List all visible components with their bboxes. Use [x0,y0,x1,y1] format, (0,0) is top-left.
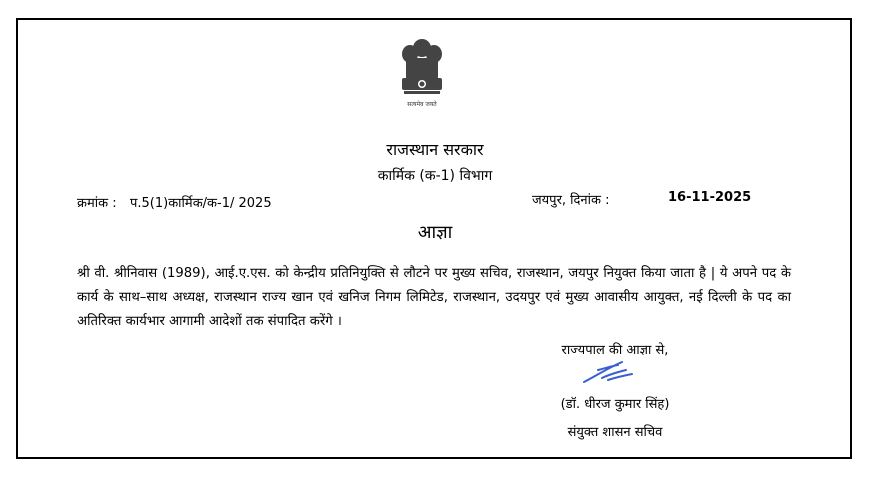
order-body: श्री वी. श्रीनिवास (1989), आई.ए.एस. को केन्द्रीय प्रतिनियुक्ति से लौटने पर मुख्य सचिव, राजस्थान, जयपुर नियुक्त किया जाता है | ये अपने पद के कार्य के साथ–साथ अध्यक्ष, राजस्थान राज्य खान एवं खनिज निगम लिमिटेड, राजस्थान, उदयपुर एवं मुख्य आवासीय आयुक्त, नई दिल्ली के पद का अतिरिक्त कार्यभार आगामी आदेशों तक संपादित करेंगे । [77,266,791,329]
signatory-designation: संयुक्त शासन सचिव [567,425,663,440]
signature-icon [578,356,638,388]
reference-label: क्रमांक : [77,196,117,211]
signatory-name: (डॉ. धीरज कुमार सिंह) [560,397,670,412]
order-title: आज्ञा [417,222,453,243]
order-date: 16-11-2025 [668,190,752,205]
place-date-label: जयपुर, दिनांक : [532,193,610,208]
government-name: राजस्थान सरकार [386,140,484,159]
authority-line: राज्यपाल की आज्ञा से, [561,343,669,358]
emblem-motto: सत्यमेव जयते [407,101,437,108]
department-name: कार्मिक (क-1) विभाग [377,168,493,184]
reference-number: प.5(1)कार्मिक/क-1/ 2025 [130,196,272,211]
state-emblem-icon [396,34,448,108]
